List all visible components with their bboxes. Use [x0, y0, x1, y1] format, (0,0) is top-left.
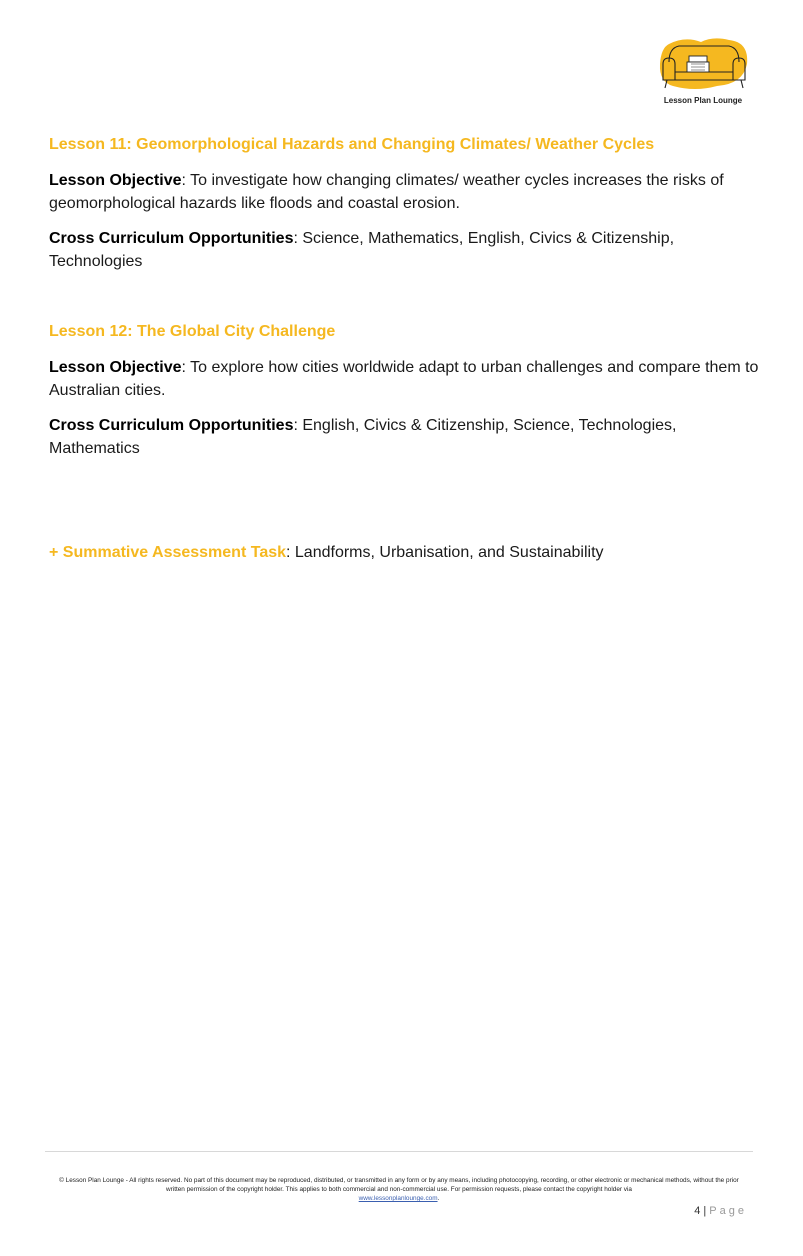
logo-text: Lesson Plan Lounge — [663, 96, 743, 105]
lesson-11-title: Lesson 11: Geomorphological Hazards and Changing Climates/ Weather Cycles — [49, 136, 655, 153]
objective-label: Lesson Objective — [49, 359, 182, 376]
cross-label: Cross Curriculum Opportunities — [49, 230, 294, 247]
lesson-11-cross-curriculum — [49, 227, 759, 273]
cross-label: Cross Curriculum Opportunities — [49, 417, 294, 434]
copyright-text: © Lesson Plan Lounge - All rights reserved. No part of this document may be reproduced, distributed, or transmitted in any form or by any means, including photocopying, recording, or other electronic or mechanical methods, without the prior written permission of the copyright holder. This applies to both commercial and non-commercial use. For permission requests, please contact the copyright holder via — [59, 1177, 739, 1193]
summative-assessment — [49, 544, 604, 562]
summative-text: : Landforms, Urbanisation, and Sustainability — [286, 544, 604, 561]
cross-text: : English, Civics & Citizenship, Science, Technologies, Mathematics — [49, 417, 677, 457]
logo — [655, 34, 751, 108]
page-number-value: 4 — [694, 1205, 701, 1217]
sofa-icon — [655, 34, 751, 94]
lesson-12-objective — [49, 356, 759, 402]
objective-text: : To investigate how changing climates/ weather cycles increases the risks of geomorphological hazards like floods and coastal erosion. — [49, 172, 724, 212]
footer-divider — [45, 1151, 753, 1152]
page-separator: | — [700, 1205, 710, 1217]
summative-label: + Summative Assessment Task — [49, 544, 287, 561]
page-word: Page — [709, 1205, 747, 1217]
lesson-12-title: Lesson 12: The Global City Challenge — [49, 323, 336, 340]
website-link[interactable]: www.lessonplanlounge.com — [358, 1195, 438, 1202]
cross-text: : Science, Mathematics, English, Civics & Citizenship, Technologies — [49, 230, 675, 270]
lesson-12-cross-curriculum — [49, 414, 759, 460]
link-suffix: . — [437, 1195, 440, 1202]
page-number — [694, 1205, 747, 1217]
objective-text: : To explore how cities worldwide adapt to urban challenges and compare them to Australian cities. — [49, 359, 759, 399]
footer-copyright — [52, 1176, 746, 1203]
lesson-11-objective — [49, 169, 759, 215]
objective-label: Lesson Objective — [49, 172, 182, 189]
